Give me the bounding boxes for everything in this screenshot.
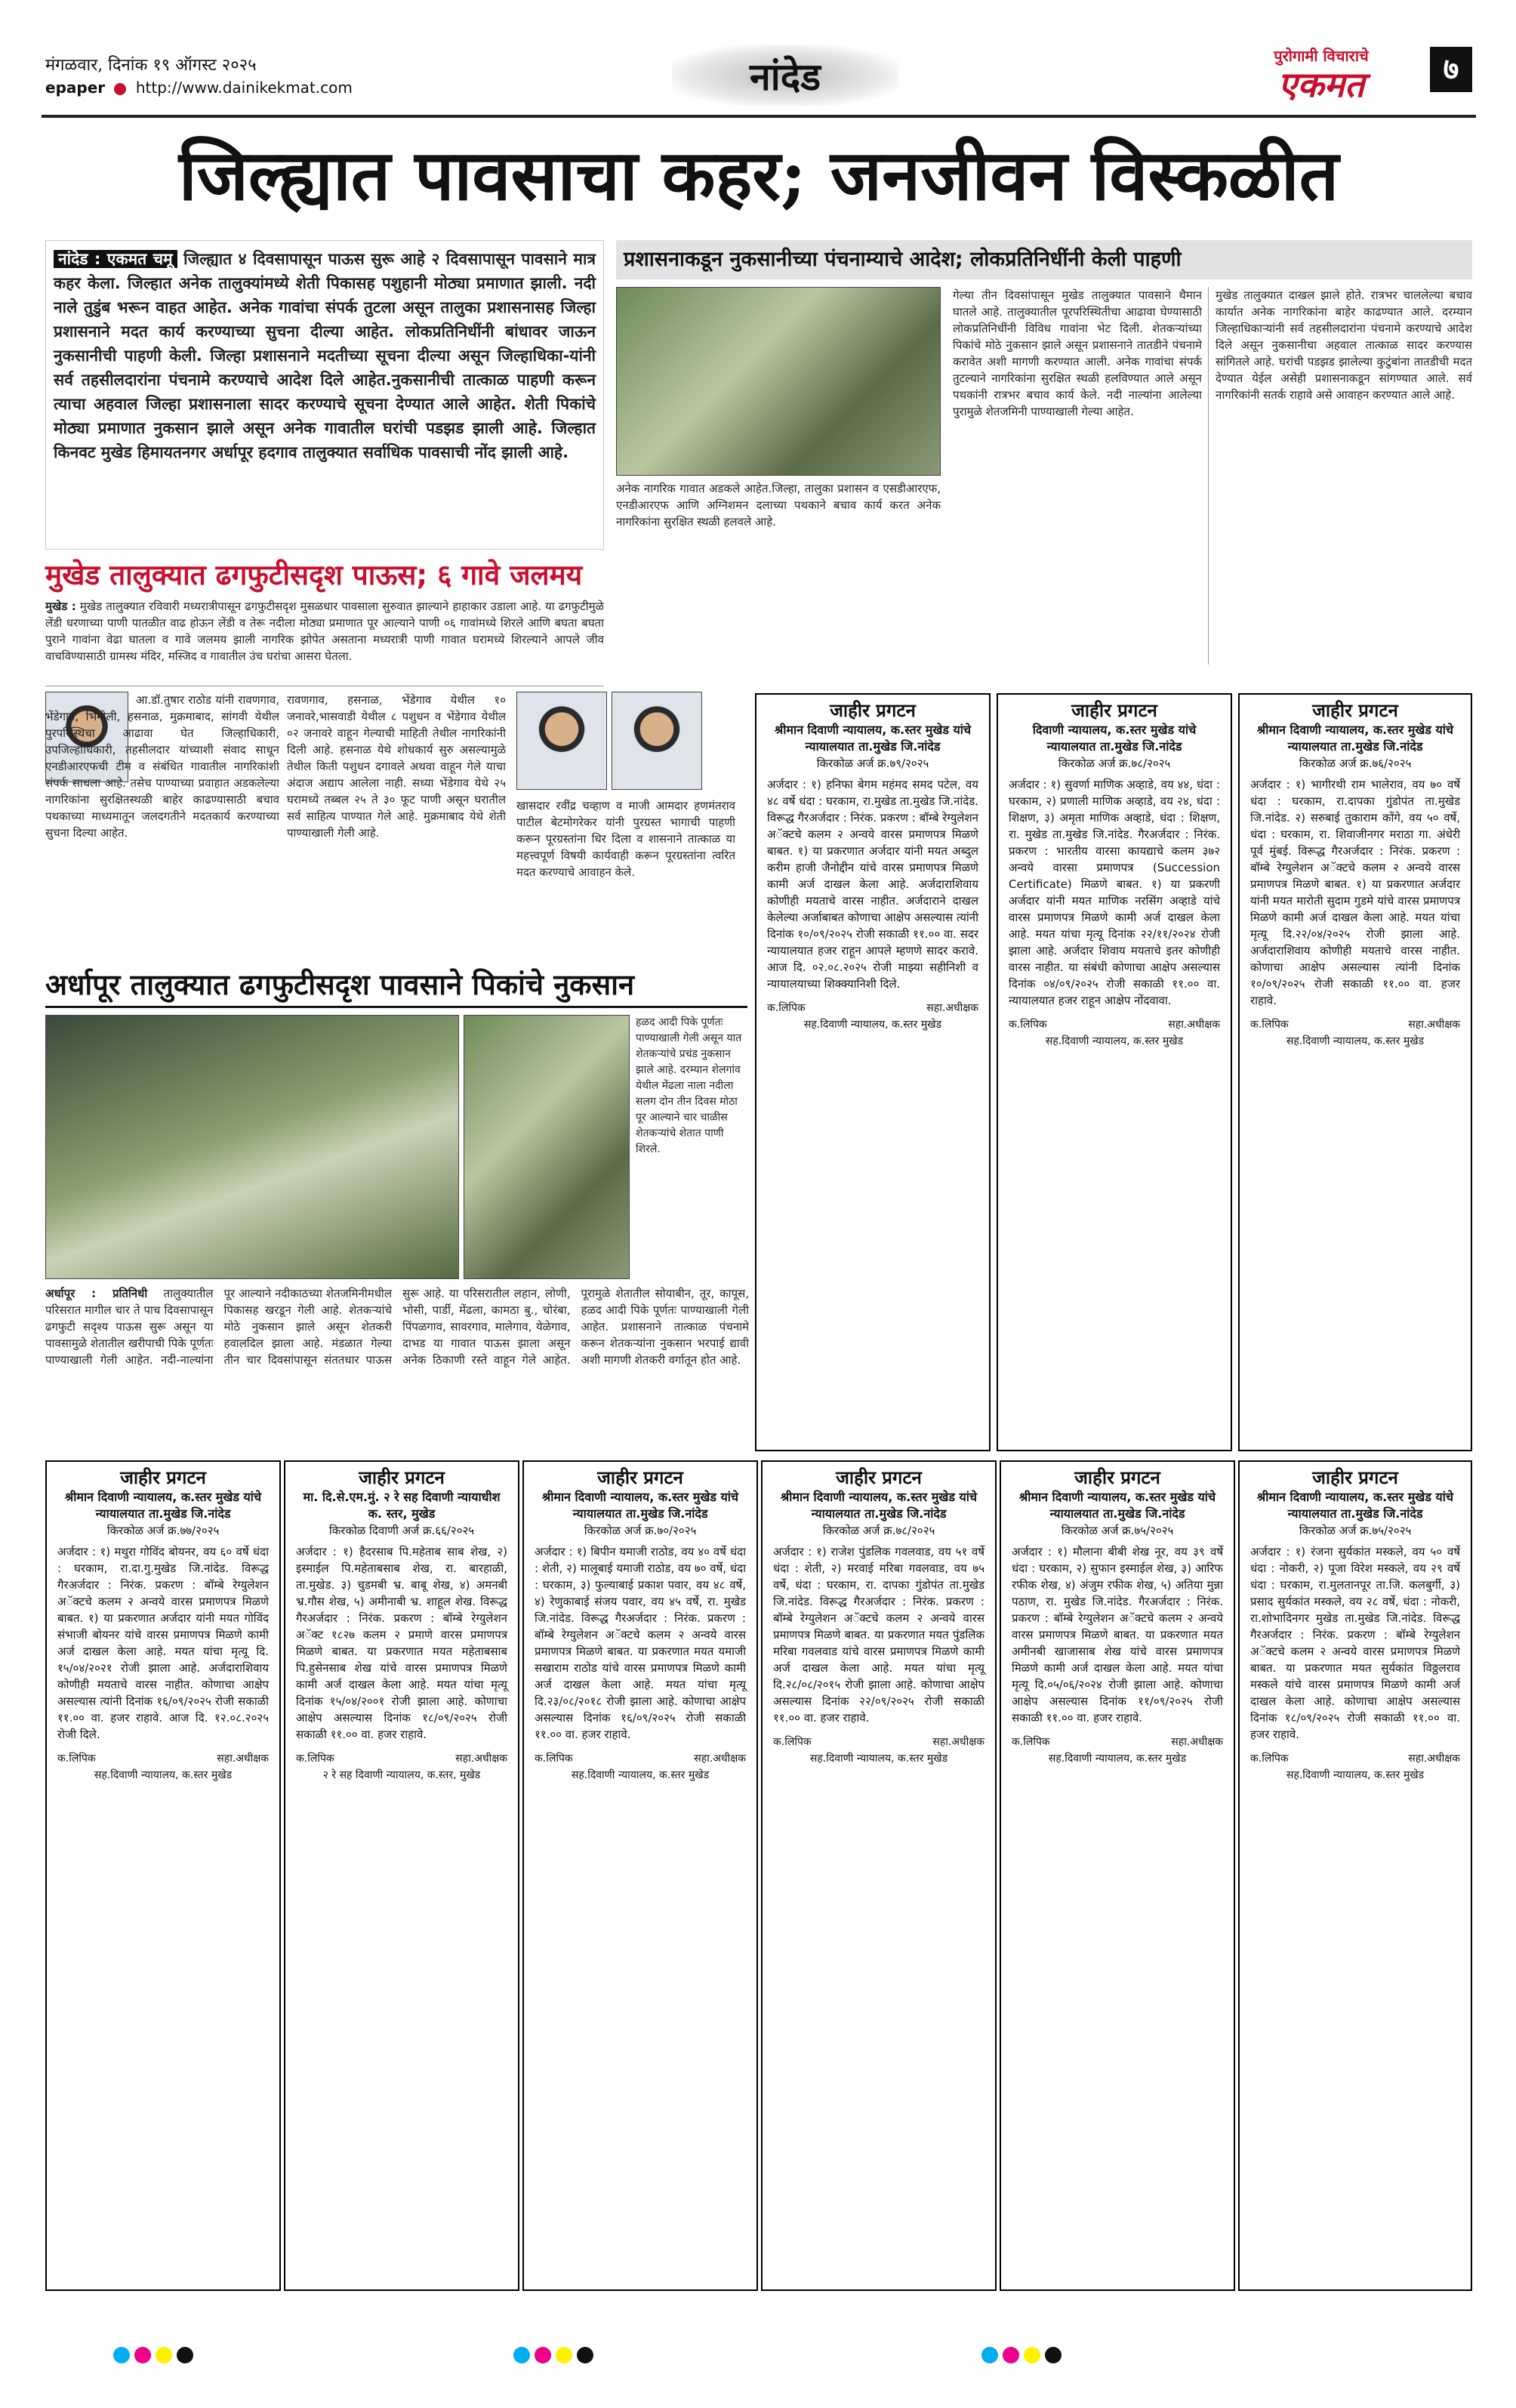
notice-body: अर्जदार : १) भागीरथी राम भालेराव, वय ७० वर्षे धंदा : घरकाम, रा.दापका गुंडोपंत ता.मुखेड जि.नांदेड. २) सरुबाई तुकाराम कोंगे, वय ५० वर्षे, धंदा : घरकाम, रा. शिवाजीनगर मराठा गा. अंधेरी पूर्व मुंबई. विरूद्ध गैरअर्जदार : निरंक. प्रकरण : बॉम्बे रेग्युलेशन अॅक्टचे कलम २ अन्वये वारस प्रमाणपत्र मिळणे बाबत. १) या प्रकरणात अर्जदार यांनी मयत मारोती सुदाम गुडमे यांचे वारस प्रमाणपत्र मिळणे कामी अर्ज दाखल केला आहे. मयत यांचा मृत्यू दि.२२/०४/२०२५ रोजी झाला आहे. अर्जदाराशिवाय कोणीही मयताचे वारस नाहीत. कोणाचा आक्षेप असल्यास त्यांनी दिनांक १०/०९/२०२५ रोजी सकाळी ११.०० वा. हजर राहावे. <box>1250 778 1460 1007</box>
registration-mark <box>113 2347 130 2363</box>
notice-footer: २ रे सह दिवाणी न्यायालय, क.स्तर, मुखेड <box>322 1769 481 1781</box>
notice-court: श्रीमान दिवाणी न्यायालय, क.स्तर मुखेड यांचे न्यायालयात ता.मुखेड जि.नांदेड <box>541 1490 739 1521</box>
globe-icon <box>114 83 126 95</box>
brand-name: एकमत <box>1277 64 1365 105</box>
notice-footer: सह.दिवाणी न्यायालय, क.स्तर मुखेड <box>1045 1035 1184 1047</box>
notice-signatory-clerk: क.लिपिक <box>1012 1736 1050 1748</box>
notice-signatory-clerk: क.लिपिक <box>1250 1753 1289 1765</box>
notice-body: अर्जदार : १) हनिफा बेगम महंमद समद पटेल, वय ४८ वर्षे धंदा : घरकाम, रा.मुखेड ता.मुखेड जि.नांदेड. विरूद्ध गैरअर्जदार : निरंक. प्रकरण : बॉम्बे रेग्युलेशन अॅक्टचे कलम २ अन्वये वारस प्रमाणपत्र मिळणे बाबत. १) या प्रकरणात अर्जदार यांनी मयत अब्दुल करीम हाजी जैनोद्दीन यांचे वारस प्रमाणपत्र मिळणे कामी अर्ज दाखल केला आहे. अर्जदाराशिवाय कोणीही मयताचे वारस नाहीत. अर्जदाराने दाखल केलेल्या अर्जाबाबत कोणाचा आक्षेप असल्यास त्यांनी दिनांक १०/०९/२०२५ रोजी सकाळी ११.०० वा. सदर न्यायालयात हजर राहून आपले म्हणणे सादर करावे. आज दि. ०२.०८.२०२५ रोजी माझ्या सहीनिशी व न्यायालयाच्या शिक्क्यानिशी दिले. <box>767 778 978 991</box>
panchnama-col2: मुखेड तालुक्यात दाखल झाले होते. रात्रभर चाललेल्या बचाव कार्यात अनेक नागरिकांना बाहेर काढण्यात आले. दरम्यान जिल्हाधिकाऱ्यांनी सर्व तहसीलदारांना पंचनामे करण्याचे आदेश दिले असून नुकसानीचा अहवाल तात्काळ सादर करण्यास सांगितले आहे. घरांची पडझड झालेल्या कुटुंबांना तातडीची मदत देण्यात येईल असेही प्रशासनाकडून सांगण्यात आले. सर्व नागरिकांनी सतर्क राहावे असे आवाहन करण्यात आले आहे. <box>1216 288 1472 402</box>
notice-4 <box>45 1460 281 2291</box>
registration-mark <box>177 2347 193 2363</box>
registration-mark <box>981 2347 998 2363</box>
notice-signatory-supt: सहा.अधीक्षक <box>926 1002 978 1014</box>
notice-footer: सह.दिवाणी न्यायालय, क.स्तर मुखेड <box>1286 1035 1425 1047</box>
ardhapur-side: हळद आदी पिके पूर्णतः पाण्याखाली गेली असून यात शेतकऱ्यांचे प्रचंड नुकसान झाले आहे. दरम्यान शेलगांव येथील मेंढला नाला नदीला सलग दोन तीन दिवस मोठा पूर आल्याने चार चाळीस शेतकऱ्यांचे शेतात पाणी शिरले. <box>636 1016 742 1155</box>
notice-title: जाहीर प्रगटन <box>120 1466 206 1488</box>
website-url: http://www.dainikekmat.com <box>135 79 353 97</box>
panchnama-caption: अनेक नागरिक गावात अडकले आहेत.जिल्हा, तालुका प्रशासन व एसडीआरएफ, एनडीआरएफ आणि अग्निशमन दलाच्या पथकाने बचाव कार्य करत अनेक नागरिकांना सुरक्षित स्थळी हलवले आहे. <box>616 482 941 529</box>
ex-mla-portrait <box>612 692 702 790</box>
notice-case: किरकोळ अर्ज क्र.७७/२०२५ <box>106 1524 220 1537</box>
notice-2 <box>997 693 1232 1451</box>
mukhed-lead <box>45 598 604 681</box>
notice-title: जाहीर प्रगटन <box>1071 699 1157 721</box>
lead-text: जिल्ह्यात ४ दिवसापासून पाऊस सुरू आहे २ दिवसापासून पावसाने मात्र कहर केला. जिल्हात अनेक तालुक्यांमध्ये शेती पिकासह पशुहानी मोठ्या प्रमाणात झाली. नदी नाले तुडुंब भरून वाहत आहेत. अनेक गावांचा संपर्क तुटला असून तालुका प्रशासनासह जिल्हा प्रशासनाने मदत कार्य करण्याच्या सुचना दील्या आहेत. लोकप्रतिनिधींनी बांधावर जाऊन नुकसानीची पाहणी केली. जिल्हा प्रशासनाने मदतीच्या सूचना दील्या असून जिल्हाधिका-यांनी सर्व तहसीलदारांना पंचनामे करण्याचे आदेश दिले आहेत.नुकसानीची तात्काळ पाहणी करून त्याचा अहवाल जिल्हा प्रशासनाला सादर करण्याचे सूचना देण्यात आले आहेत. शेती पिकांचे मोठ्या प्रमाणात नुकसान झाले असून अनेक गावातील घरांची पडझड झाली आहे. जिल्हात किनवट मुखेड हिमायतनगर अर्धापूर हदगाव तालुक्यात सर्वाधिक पावसाची नोंद झाली आहे. <box>54 250 596 461</box>
notice-title: जाहीर प्रगटन <box>830 699 916 721</box>
notice-signatory-supt: सहा.अधीक्षक <box>455 1753 507 1765</box>
notice-title: जाहीर प्रगटन <box>597 1466 683 1488</box>
notice-court: श्रीमान दिवाणी न्यायालय, क.स्तर मुखेड यांचे न्यायालयात ता.मुखेड जि.नांदेड <box>1256 723 1454 754</box>
notice-court: दिवाणी न्यायालय, क.स्तर मुखेड यांचे न्यायालयात ता.मुखेड जि.नांदेड <box>1032 723 1197 754</box>
registration-mark <box>156 2347 172 2363</box>
registration-mark <box>535 2347 551 2363</box>
notice-body: अर्जदार : १) बिपीन यमाजी राठोड, वय ४० वर्षे धंदा : शेती, २) मालूबाई यमाजी राठोड, वय ७० वर्षे, धंदा : घरकाम, ३) फुल्याबाई प्रकाश पवार, वय ४८ वर्षे, ४) रेणुकाबाई संजय पवार, वय ४५ वर्षे, रा. मुखेड जि.नांदेड. विरूद्ध गैरअर्जदार : निरंक. प्रकरण : बॉम्बे रेग्युलेशन अॅक्टचे कलम २ अन्वये वारस प्रमाणपत्र मिळणे बाबत. या प्रकरणात मयत यमाजी सखाराम राठोड यांचे वारस प्रमाणपत्र मिळणे कामी अर्ज दाखल केला आहे. मयत यांचा मृत्यू दि.२३/०८/२०१८ रोजी झाला आहे. कोणाचा आक्षेप असल्यास दिनांक १६/०९/२०२५ रोजी सकाळी ११.०० वा. हजर राहावे. <box>535 1545 746 1741</box>
notice-signatory-supt: सहा.अधीक्षक <box>1168 1019 1220 1031</box>
notice-6 <box>522 1460 758 2291</box>
notice-signatory-supt: सहा.अधीक्षक <box>932 1736 984 1748</box>
notice-court: श्रीमान दिवाणी न्यायालय, क.स्तर मुखेड यांचे न्यायालयात ता.मुखेड जि.नांदेड <box>64 1490 262 1521</box>
notice-footer: सह.दिवाणी न्यायालय, क.स्तर मुखेड <box>94 1769 233 1781</box>
lead-byline: नांदेड : एकमत चमू <box>54 250 177 268</box>
notice-5 <box>284 1460 519 2291</box>
panchnama-col1: गेल्या तीन दिवसांपासून मुखेड तालुक्यात पावसाने थैमान घातले आहे. तालुक्यातील पूरपरिस्थितीचा आढावा घेण्यासाठी लोकप्रतिनिधींनी विविध गावांना भेट दिली. शेतकऱ्यांच्या पिकांचे मोठे नुकसान झाले असून प्रशासनाने तातडीने पंचनामे करावेत अशी मागणी करण्यात आली. अनेक गावांचा संपर्क तुटल्याने नागरिकांना सुरक्षित स्थळी हलविण्यात आले असून पथकांनी रात्रभर बचाव कार्य केले. नदी नाल्यांना आलेल्या पुरामुळे शेतजमिनी पाण्याखाली गेल्या आहेत. <box>953 288 1202 418</box>
registration-marks-center <box>513 2347 634 2363</box>
registration-mark <box>577 2347 593 2363</box>
masthead-date: मंगळवार, दिनांक १९ ऑगस्ट २०२५ <box>45 56 257 75</box>
notice-signatory-supt: सहा.अधीक्षक <box>1171 1736 1223 1748</box>
notice-8 <box>1000 1460 1235 2291</box>
notice-footer: सह.दिवाणी न्यायालय, क.स्तर मुखेड <box>571 1769 710 1781</box>
mukhed-byline: मुखेड : <box>45 600 76 613</box>
masthead-rule <box>42 115 1476 118</box>
registration-mark <box>556 2347 572 2363</box>
mp-portrait <box>516 692 607 790</box>
notice-court: श्रीमान दिवाणी न्यायालय, क.स्तर मुखेड यांचे न्यायालयात ता.मुखेड जि.नांदेड <box>1018 1490 1216 1521</box>
notice-signatory-supt: सहा.अधीक्षक <box>1408 1019 1460 1031</box>
notice-signatory-clerk: क.लिपिक <box>767 1002 806 1014</box>
notice-title: जाहीर प्रगटन <box>359 1466 445 1488</box>
ardhapur-text: तालुक्यातील परिसरात मागील चार ते पाच दिवसापासून ढगफुटी सदृश्य पाऊस सुरू असून या पावसामुळे शेतातील खरीपाची पिके पूर्णतः पाण्याखाली गेली आहेत. नदी-नाल्यांना पूर आल्याने नदीकाठच्या शेतजमिनीमधील पिकासह खरडून गेली आहे. शेतकऱ्यांचे मोठे नुकसान झाले असून शेतकरी हवालदिल झाला आहे. मंडळात गेल्या तीन चार दिवसांपासून संततधार पाऊस सुरू आहे. या परिसरातील लहान, लोणी, भोसी, पार्डी, मेंढला, कामठा बु., चोरंबा, पिंपळगाव, सावरगाव, मालेगाव, येळेगाव, दाभड या गावात पाऊस झाला असून अनेक ठिकाणी रस्ते वाहून गेले आहेत. पूरामुळे शेतातील सोयाबीन, तूर, कापूस, हळद आदी पिके पूर्णतः पाण्याखाली गेली आहेत. प्रशासनाने तात्काळ पंचनामे करून शेतकऱ्यांना नुकसान भरपाई द्यावी अशी मागणी शेतकरी वर्गातून होत आहे. <box>45 1287 749 1367</box>
notice-case: किरकोळ अर्ज क्र.७५/२०२५ <box>1299 1524 1412 1537</box>
notice-signatory-supt: सहा.अधीक्षक <box>694 1753 746 1765</box>
notice-signatory-clerk: क.लिपिक <box>535 1753 573 1765</box>
notice-7 <box>761 1460 997 2291</box>
notice-1 <box>755 693 991 1451</box>
registration-mark <box>1024 2347 1040 2363</box>
notice-court: श्रीमान दिवाणी न्यायालय, क.स्तर मुखेड यांचे न्यायालयात ता.मुखेड जि.नांदेड <box>774 723 972 754</box>
lead-story <box>45 240 604 550</box>
notice-9 <box>1238 1460 1472 2291</box>
registration-marks-right <box>981 2347 1102 2363</box>
epaper-link[interactable] <box>45 79 353 97</box>
notice-title: जाहीर प्रगटन <box>1074 1466 1160 1488</box>
notice-signatory-clerk: क.लिपिक <box>1250 1019 1289 1031</box>
notice-body: अर्जदार : १) मौलाना बीबी शेख नूर, वय ३९ वर्षे धंदा : घरकाम, २) सुफान इस्माईल शेख, ३) आरिफ रफीक शेख, ४) अंजुम रफीक शेख, ५) अतिया मुन्ना पठाण, रा. मुखेड जि.नांदेड. गैरअर्जदार : निरंक. प्रकरण : बॉम्बे रेग्युलेशन अॅक्टचे कलम २ अन्वये वारस प्रमाणपत्र मिळणे बाबत. या प्रकरणात मयत अमीनबी खाजासाब शेख यांचे वारस प्रमाणपत्र मिळणे कामी अर्ज दाखल केला आहे. मयत यांचा मृत्यू दि.०५/०६/२०२४ रोजी झाला आहे. कोणाचा आक्षेप असल्यास दिनांक ११/०९/२०२५ रोजी सकाळी ११.०० वा. हजर राहावे. <box>1012 1545 1223 1725</box>
rescue-photo <box>616 287 941 476</box>
page-number: ७ <box>1430 47 1472 92</box>
registration-mark <box>134 2347 151 2363</box>
notice-case: किरकोळ अर्ज क्र.७६/२०२५ <box>1299 757 1412 770</box>
notice-title: जाहीर प्रगटन <box>1312 1466 1398 1488</box>
notice-body: अर्जदार : १) रंजना सुर्यकांत मस्कले, वय ५० वर्षे धंदा : नोकरी, २) पूजा विरेश मस्कले, वय २९ वर्षे धंदा : घरकाम, रा.मुलतानपूर ता.जि. कलबुर्गी, ३) प्रसाद सुर्यकांत मस्कले, वय २८ वर्षे, धंदा : नोकरी, रा.शोभादिनगर मुखेड ता.मुखेड जि.नांदेड. विरूद्ध गैरअर्जदार : निरंक. प्रकरण : बॉम्बे रेग्युलेशन अॅक्टचे कलम २ अन्वये वारस प्रमाणपत्र मिळणे बाबत. या प्रकरणात मयत सुर्यकांत विठ्ठलराव मस्कले यांचे वारस प्रमाणपत्र मिळणे कामी अर्ज दाखल केला आहे. कोणाचा आक्षेप असल्यास दिनांक १८/०९/२०२५ रोजी सकाळी ११.०० वा. हजर राहावे. <box>1250 1545 1460 1741</box>
notice-court: श्रीमान दिवाणी न्यायालय, क.स्तर मुखेड यांचे न्यायालयात ता.मुखेड जि.नांदेड <box>780 1490 978 1521</box>
notice-case: किरकोळ अर्ज क्र.७८/२०२५ <box>822 1524 935 1537</box>
panchnama-title: प्रशासनाकडून नुकसानीच्या पंचनाम्याचे आदेश; लोकप्रतिनिधींनी केली पाहणी <box>616 240 1472 279</box>
main-headline: जिल्ह्यात पावसाचा कहर; जनजीवन विस्कळीत <box>178 134 1339 216</box>
epaper-label: epaper <box>45 79 106 97</box>
notice-court: श्रीमान दिवाणी न्यायालय, क.स्तर मुखेड यांचे न्यायालयात ता.मुखेड जि.नांदेड <box>1256 1490 1454 1521</box>
notice-body: अर्जदार : १) राजेश पुंडलिक गवलवाड, वय ५१ वर्षे धंदा : शेती, २) मरवाई मरिबा गवलवाड, वय ७५ वर्षे, धंदा : घरकाम, रा. दापका गुंडोपंत ता.मुखेड जि.नांदेड. विरूद्ध गैरअर्जदार : निरंक. प्रकरण : बॉम्बे रेग्युलेशन अॅक्टचे कलम २ अन्वये वारस प्रमाणपत्र मिळणे बाबत. या प्रकरणात मयत पुंडलिक मरिबा गवलवाड यांचे वारस प्रमाणपत्र मिळणे कामी अर्ज दाखल केला आहे. मयत यांचा मृत्यू दि.२८/०८/२०१५ रोजी झाला आहे. कोणाचा आक्षेप असल्यास दिनांक २२/०९/२०२५ रोजी सकाळी ११.०० वा. हजर राहावे. <box>773 1545 984 1725</box>
notice-footer: सह.दिवाणी न्यायालय, क.स्तर मुखेड <box>1286 1769 1425 1781</box>
brand-logo <box>1223 45 1419 104</box>
registration-marks-left <box>113 2347 234 2363</box>
notice-case: किरकोळ अर्ज क्र.७५/२०२५ <box>1061 1524 1174 1537</box>
registration-mark <box>1003 2347 1019 2363</box>
notice-signatory-supt: सहा.अधीक्षक <box>217 1753 269 1765</box>
ardhapur-title: अर्धापूर तालुक्यात ढगफुटीसदृश पावसाने पिकांचे नुकसान <box>45 964 747 1008</box>
notice-signatory-clerk: क.लिपिक <box>296 1753 334 1765</box>
notice-case: किरकोळ अर्ज क्र.७९/२०२५ <box>816 757 929 770</box>
mukhed-col-c: खासदार रवींद्र चव्हाण व माजी आमदार हणमंतराव पाटील बेटमोगरेकर यांनी पुरग्रस्त भागाची पाहणी करून पूरग्रस्तांना धिर दिला व शासनाने तात्काळ या महत्त्वपूर्ण विषयी कार्यवाही करून पूरग्रस्तांना त्वरित मदत करण्याचे आवाहन केले. <box>516 799 735 879</box>
mukhed-title: मुखेड तालुक्यात ढगफुटीसदृश पाऊस; ६ गावे जलमय <box>45 559 583 591</box>
notice-footer: सह.दिवाणी न्यायालय, क.स्तर मुखेड <box>1048 1753 1187 1765</box>
notice-court: मा. दि.से.एम.मुं. २ रे सह दिवाणी न्यायाधीश क. स्तर, मुखेड <box>303 1490 501 1521</box>
registration-mark <box>1045 2347 1062 2363</box>
notice-3 <box>1238 693 1472 1451</box>
brand-tagline: पुरोगामी विचाराचे <box>1274 47 1369 65</box>
crop-damage-photo-2 <box>464 1015 630 1279</box>
notice-body: अर्जदार : १) सुवर्णा माणिक अव्हाडे, वय ४४, धंदा : घरकाम, २) प्रणाली माणिक अव्हाडे, वय २४, धंदा : शिक्षण, ३) अमृता माणिक अव्हाडे, धंदा : शिक्षण, रा. मुखेड ता.मुखेड जि.नांदेड. गैरअर्जदार : निरंक. प्रकरण : भारतीय वारसा कायद्याचे कलम ३७२ अन्वये वारसा प्रमाणपत्र (Succession Certificate) मिळणे बाबत. १) या प्रकरणी अर्जदार यांनी मयत माणिक नरसिंग अव्हाडे यांचे वारस प्रमाणपत्र मिळणे कामी अर्ज दाखल केला आहे. मयत यांचा मृत्यू दिनांक २२/११/२०२४ रोजी झाला आहे. अर्जदार शिवाय मयताचे इतर कोणीही वारस नाहीत. या संबंधी कोणाचा आक्षेप असल्यास दिनांक ०४/०९/२०२५ रोजी सकाळी ११.०० वा. न्यायालयात हजर राहून आक्षेप नोंदवावा. <box>1009 778 1220 1007</box>
notice-signatory-clerk: क.लिपिक <box>1009 1019 1047 1031</box>
city-name: नांदेड <box>750 54 821 99</box>
notice-footer: सह.दिवाणी न्यायालय, क.स्तर मुखेड <box>803 1019 942 1031</box>
mukhed-col-b: रावणगाव, हसनाळ, भेंडेगाव येथील १० जनावरे,भासवाडी येथील ८ पशुधन व भेंडेगाव येथील ०२ जनावरे वाहून गेल्याची माहिती तेथील नागरिकांनी दिली आहे. हसनाळ येथे शोधकार्य सुरु असल्यामुळे तेथील किती पशुधन दगावले अथवा वाहून गेले याचा अंदाज अद्याप आलेला नाही. सध्या भेंडेगाव येथे २५ घरामध्ये तब्बल २५ ते ३० फूट पाणी असून घरातील सर्व साहित्य पाण्यात गेले आहे. मुक्रमाबाद येथे शेती पाण्याखाली गेली आहे. <box>287 693 506 840</box>
notice-case: किरकोळ दिवाणी अर्ज क्र.६६/२०२५ <box>328 1524 475 1537</box>
notice-footer: सह.दिवाणी न्यायालय, क.स्तर मुखेड <box>809 1753 948 1765</box>
notice-signatory-supt: सहा.अधीक्षक <box>1408 1753 1460 1765</box>
notice-body: अर्जदार : १) मथुरा गोविंद बोयनर, वय ६० वर्षे धंदा : घरकाम, रा.दा.गु.मुखेड जि.नांदेड. विरूद्ध गैरअर्जदार : निरंक. प्रकरण : बॉम्बे रेग्युलेशन अॅक्टचे कलम २ अन्वये वारस प्रमाणपत्र मिळणे बाबत. १) या प्रकरणात अर्जदार यांनी मयत गोविंद संभाजी बोयनर यांचे वारस प्रमाणपत्र मिळणे कामी अर्ज दाखल केला आहे. मयत यांचा मृत्यू दि. १५/०४/२०२१ रोजी झाला आहे. अर्जदाराशिवाय कोणीही मयताचे वारस नाहीत. कोणाचा आक्षेप असल्यास त्यांनी दिनांक १६/०९/२०२५ रोजी सकाळी ११.०० वा. हजर राहावे. आज दि. १२.०८.२०२५ रोजी दिले. <box>57 1545 269 1741</box>
notice-case: किरकोळ अर्ज क्र.७०/२०२५ <box>584 1524 697 1537</box>
notice-signatory-clerk: क.लिपिक <box>57 1753 96 1765</box>
notice-title: जाहीर प्रगटन <box>1312 699 1398 721</box>
mukhed-text: मुखेड तालुक्यात रविवारी मध्यरात्रीपासून ढगफुटीसदृश मुसळधार पावसाला सुरुवात झाल्याने हाहाकार उडाला आहे. या ढगफुटीमुळे लेंडी धरणाच्या पाणी पातळीत वाढ होऊन लेंडी व तेरू नदीला मोठ्या प्रमाणात पूर आल्याने पाणी ०६ गावांमध्ये शिरले आणि बघता बघता पुराने गावांना वेढा घातला व गावे जलमय झाली नागरिक झोपेत असताना मध्यरात्री पाणी गावात घरामध्ये शिरल्याने आपले जीव वाचविण्यासाठी ग्रामस्थ मंदिर, मस्जिद व गावातील उंच घरांचा आसरा घेतला. <box>45 600 604 663</box>
notice-title: जाहीर प्रगटन <box>836 1466 922 1488</box>
crop-damage-photo-1 <box>45 1015 459 1279</box>
registration-mark <box>513 2347 530 2363</box>
notice-body: अर्जदार : १) हैदरसाब पि.महेताब साब शेख, २) इस्माईल पि.महेताबसाब शेख, रा. बारहाळी, ता.मुखेड. ३) चुडमबी भ्र. बाबू शेख, ४) अमनबी भ्र.गौस शेख, ५) अमीनाबी भ्र. शाहूल शेख. विरूद्ध गैरअर्जदार : निरंक. प्रकरण : बॉम्बे रेग्युलेशन अॅक्ट १८२७ कलम २ प्रमाणे वारस प्रमाणपत्र मिळणे बाबत. या प्रकरणात मयत महेताबसाब पि.हुसेनसाब शेख यांचे वारस प्रमाणपत्र मिळणे कामी अर्ज दाखल केला आहे. मयत यांचा मृत्यू दिनांक १५/०४/२००१ रोजी झाला आहे. कोणाचा आक्षेप असल्यास दिनांक १८/०९/२०२५ रोजी सकाळी ११.०० वा. हजर राहावे. <box>296 1545 507 1741</box>
notice-case: किरकोळ अर्ज क्र.७८/२०२५ <box>1058 757 1171 770</box>
ardhapur-story <box>45 1285 749 1451</box>
mukhed-col-a: आ.डॉ.तुषार राठोड यांनी रावणगाव, भेंडेगाव, भिंगोली, हसनाळ, मुक्रमाबाद, सांगवी येथील पुरपरिस्थिचा आढावा घेत जिल्हाधिकारी, उपजिल्हाधिकारी, तहसीलदार यांच्याशी संवाद साधून एनडीआरएफची टीम व संबंधित गावातील नागरिकांशी संपर्क साधला आहे. तसेच पाण्याच्या प्रवाहात अडकलेल्या नागरिकांना सुरक्षितस्थळी बाहेर काढण्यासाठी बचाव पथकाच्या माध्यमातून जलदगतीने मदतकार्य करण्याच्या सुचना दिल्या आहेत. <box>45 693 279 840</box>
ardhapur-byline: अर्धापूर : प्रतिनिधी <box>45 1287 148 1300</box>
notice-signatory-clerk: क.लिपिक <box>773 1736 812 1748</box>
